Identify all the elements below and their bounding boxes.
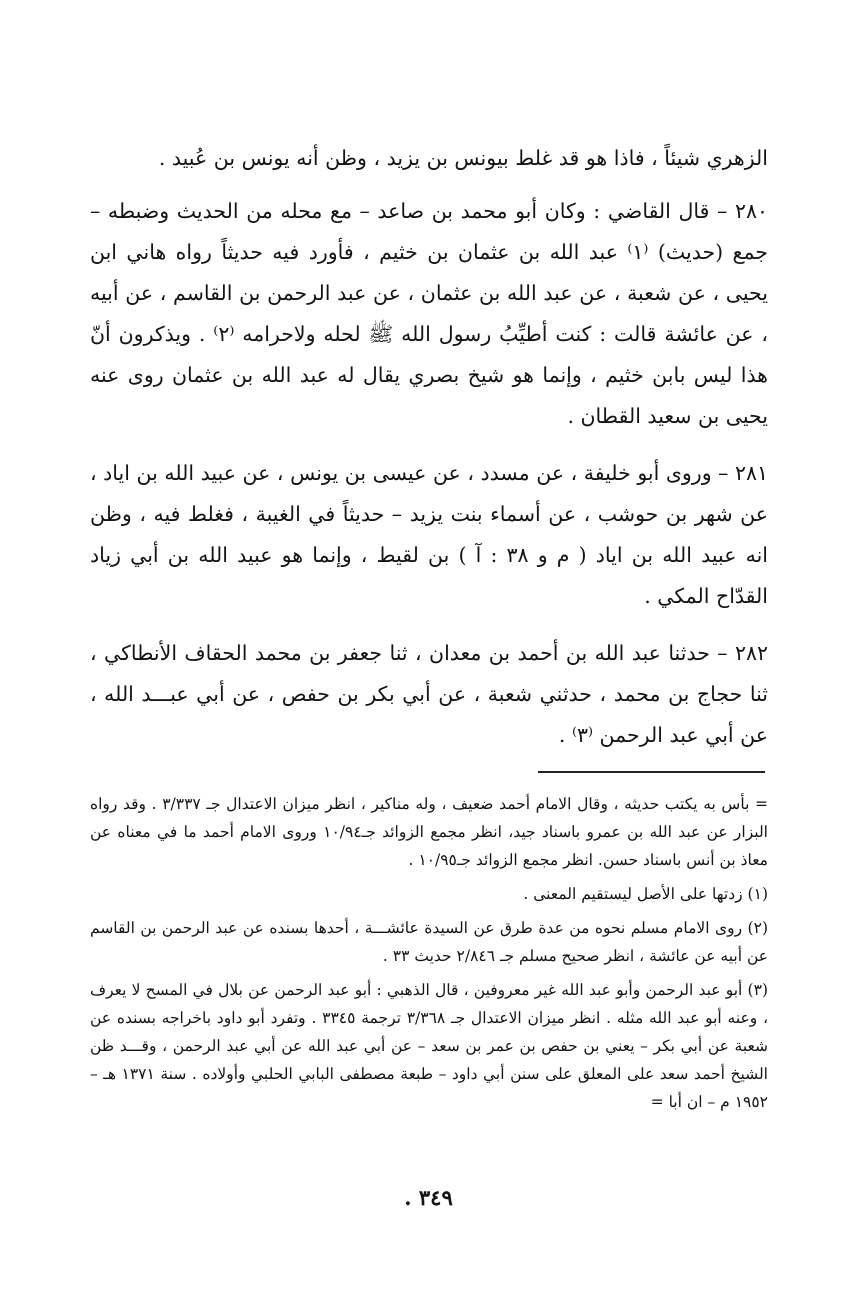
page-number: ٣٤٩ .	[404, 1185, 453, 1210]
paragraph-281: ٢٨١ – وروى أبو خليفة ، عن مسدد ، عن عيسى بن يونس ، عن عبيد الله بن اياد ، عن شهر بن حوشب ، عن أسماء بنت يزيد – حديثاً في الغيبة ، فغلط فيه ، وظن انه عبيد الله بن اياد ( م و ٣٨ : آ ) بن لقيط ، وإنما هو عبيد الله بن أبي زياد القدّاح المكي .	[90, 461, 768, 608]
paragraph-282: ٢٨٢ – حدثنا عبد الله بن أحمد بن معدان ، ثنا جعفر بن محمد الحقاف الأنطاكي ، ثنا حجاج بن محمد ، حدثني شعبة ، عن أبي بكر بن حفص ، عن أبي عبـــد الله ، عن أبي عبد الرحمن ⁽٣⁾ .	[90, 641, 768, 747]
footnote-1: (١) زدتها على الأصل ليستقيم المعنى .	[523, 885, 768, 903]
footnote-2: (٢) روى الامام مسلم نحوه من عدة طرق عن السيدة عائشـــة ، أحدها بسنده عن عبد الرحمن بن القاسم عن أبيه عن عائشة ، انظر صحيح مسلم جـ ٢/٨٤٦ حديث ٣٣ .	[90, 919, 768, 965]
paragraph-continuation: الزهري شيئاً ، فاذا هو قد غلط بيونس بن يزيد ، وظن أنه يونس بن عُبيد .	[158, 146, 768, 170]
paragraph-280: ٢٨٠ – قال القاضي : وكان أبو محمد بن صاعد – مع محله من الحديث وضبطه – جمع (حديث) ⁽١⁾ عبد الله بن عثمان بن خثيم ، فأورد فيه حديثاً رواه هاني ابن يحيى ، عن شعبة ، عن عبد الله بن عثمان ، عن عبد الرحمن بن القاسم ، عن أبيه ، عن عائشة قالت : كنت أطيِّبُ رسول الله ﷺ لحله ولاحرامه ⁽٢⁾ . ويذكرون أنّ هذا ليس بابن خثيم ، وإنما هو شيخ بصري يقال له عبد الله بن عثمان روى عنه يحيى بن سعيد القطان .	[90, 199, 768, 428]
footnote-separator	[538, 771, 765, 773]
footnote-continuation: = بأس به يكتب حديثه ، وقال الامام أحمد ضعيف ، وله مناكير ، انظر ميزان الاعتدال جـ ٣/٣٣٧ . وقد رواه البزار عن عبد الله بن عمرو باسناد جيد، انظر مجمع الزوائد جـ١٠/٩٤ وروى الامام أحمد ما في معناه عن معاذ بن أنس باسناد حسن. انظر مجمع الزوائد جـ١٠/٩٥ .	[90, 795, 768, 869]
footnotes	[90, 790, 768, 1122]
footnote-3: (٣) أبو عبد الرحمن وأبو عبد الله غير معروفين ، قال الذهبي : أبو عبد الرحمن عن بلال في المسح لا يعرف ، وعنه أبو عبد الله مثله . انظر ميزان الاعتدال جـ ٣/٣٦٨ ترجمة ٣٣٤٥ . وتفرد أبو داود باخراجه بسنده عن شعبة عن أبي بكر – يعني بن حفص بن عمر بن سعد – عن أبي عبد الله عن أبي عبد الرحمن ، وقـــد ظن الشيخ أحمد سعد على المعلق على سنن أبي داود – طبعة مصطفى البابي الحلبي وأولاده . سنة ١٣٧١ هـ – ١٩٥٢ م – ان أبا =	[90, 981, 769, 1111]
main-text	[90, 138, 768, 772]
